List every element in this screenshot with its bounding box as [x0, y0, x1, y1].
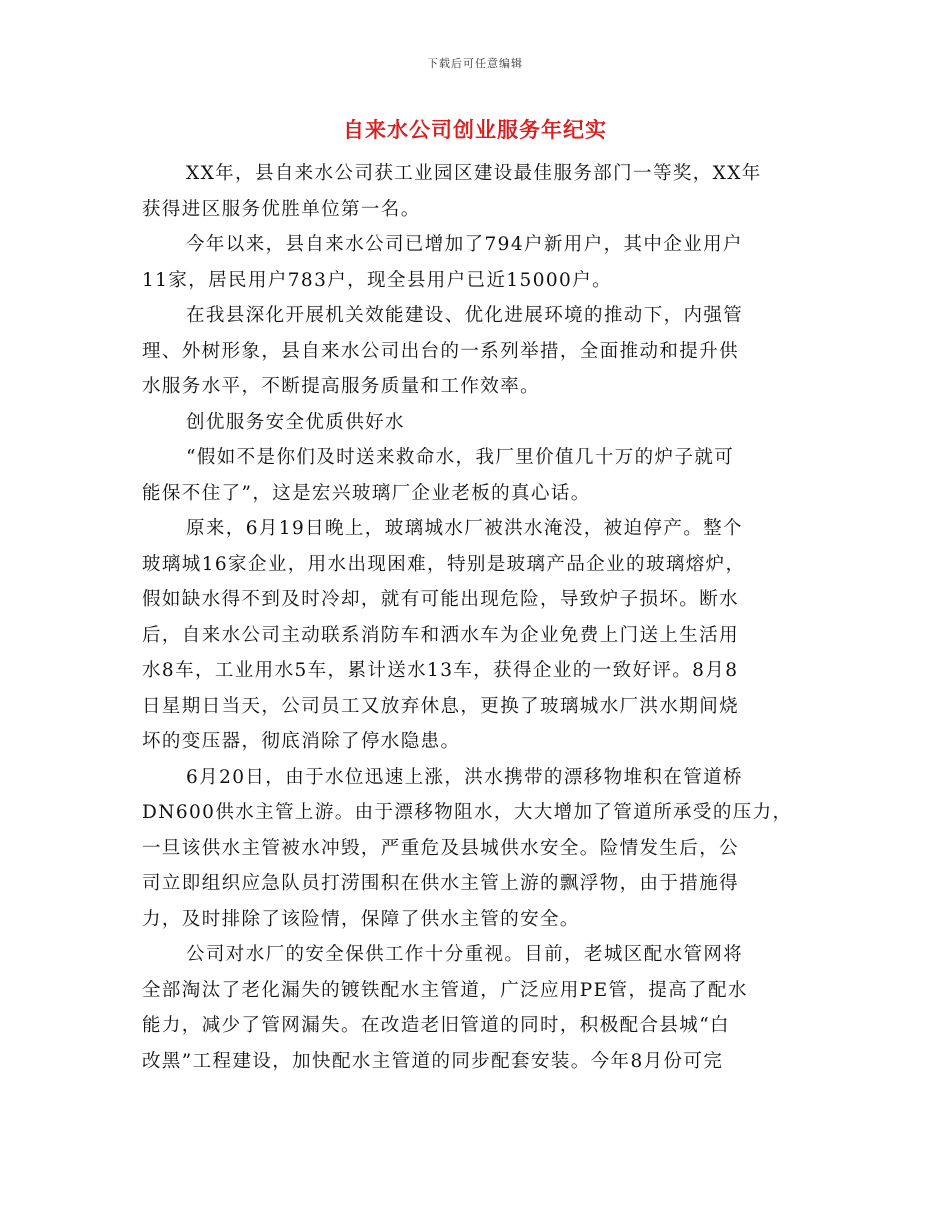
- paragraph-line: 11家，居民用户783户，现全县用户已近15000户。: [142, 269, 613, 291]
- paragraph-line: 玻璃城16家企业，用水出现困难，特别是玻璃产品企业的玻璃熔炉，: [142, 553, 746, 575]
- paragraph-line: 6月20日，由于水位迅速上涨，洪水携带的漂移物堆积在管道桥: [186, 766, 743, 788]
- paragraph-line: 今年以来，县自来水公司已增加了794户新用户，其中企业用户: [186, 234, 743, 255]
- paragraph-line: 一旦该供水主管被水冲毁，严重危及县城供水安全。险情发生后，公: [142, 837, 740, 859]
- paragraph-line: 司立即组织应急队员打涝围积在供水主管上游的飘浮物，由于措施得: [142, 873, 740, 894]
- paragraph-line: 水8车，工业用水5车，累计送水13车，获得企业的一致好评。8月8: [142, 660, 739, 681]
- paragraph-line: 公司对水厂的安全保供工作十分重视。目前，老城区配水管网将: [186, 944, 744, 965]
- paragraph-line: 能力，减少了管网漏失。在改造老旧管道的同时，积极配合县城“白: [142, 1015, 730, 1036]
- paragraph-line: 水服务水平，不断提高服务质量和工作效率。: [142, 376, 541, 397]
- paragraph-line: 日星期日当天，公司员工又放弃休息，更换了玻璃城水厂洪水期间烧: [142, 695, 740, 717]
- section-heading: 创优服务安全优质供好水: [186, 411, 405, 433]
- document-title: 自来水公司创业服务年纪实: [343, 117, 607, 142]
- paragraph-line: 在我县深化开展机关效能建设、优化进展环境的推动下，内强管: [186, 305, 744, 326]
- paragraph-line: XX年，县自来水公司获工业园区建设最佳服务部门一等奖，XX年: [186, 163, 762, 184]
- paragraph-line: 获得进区服务优胜单位第一名。: [142, 198, 421, 220]
- paragraph-line: 坏的变压器，彻底消除了停水隐患。: [142, 731, 461, 752]
- paragraph-line: 改黑”工程建设，加快配水主管道的同步配套安装。今年8月份可完: [142, 1050, 724, 1072]
- document-body: [142, 156, 822, 1079]
- paragraph-line: 原来，6月19日晚上，玻璃城水厂被洪水淹没，被迫停产。整个: [186, 518, 743, 539]
- paragraph-line: 全部淘汰了老化漏失的镀铁配水主管道，广泛应用PE管，提高了配水: [142, 979, 748, 1001]
- page-header-note: 下载后可任意编辑: [427, 57, 523, 70]
- paragraph-line: 力，及时排除了该险情，保障了供水主管的安全。: [142, 908, 580, 930]
- paragraph-line: 能保不住了”，这是宏兴玻璃厂企业老板的真心话。: [142, 482, 591, 504]
- paragraph-line: 假如缺水得不到及时冷却，就有可能出现危险，导致炉子损坏。断水: [142, 589, 740, 610]
- paragraph-line: 后，自来水公司主动联系消防车和洒水车为企业免费上门送上生活用: [142, 624, 740, 646]
- paragraph-line: DN600供水主管上游。由于漂移物阻水，大大增加了管道所承受的压力，: [142, 802, 793, 823]
- paragraph-line: “假如不是你们及时送来救命水，我厂里价值几十万的炉子就可: [186, 447, 735, 468]
- paragraph-line: 理、外树形象，县自来水公司出台的一系列举措，全面推动和提升供: [142, 340, 740, 362]
